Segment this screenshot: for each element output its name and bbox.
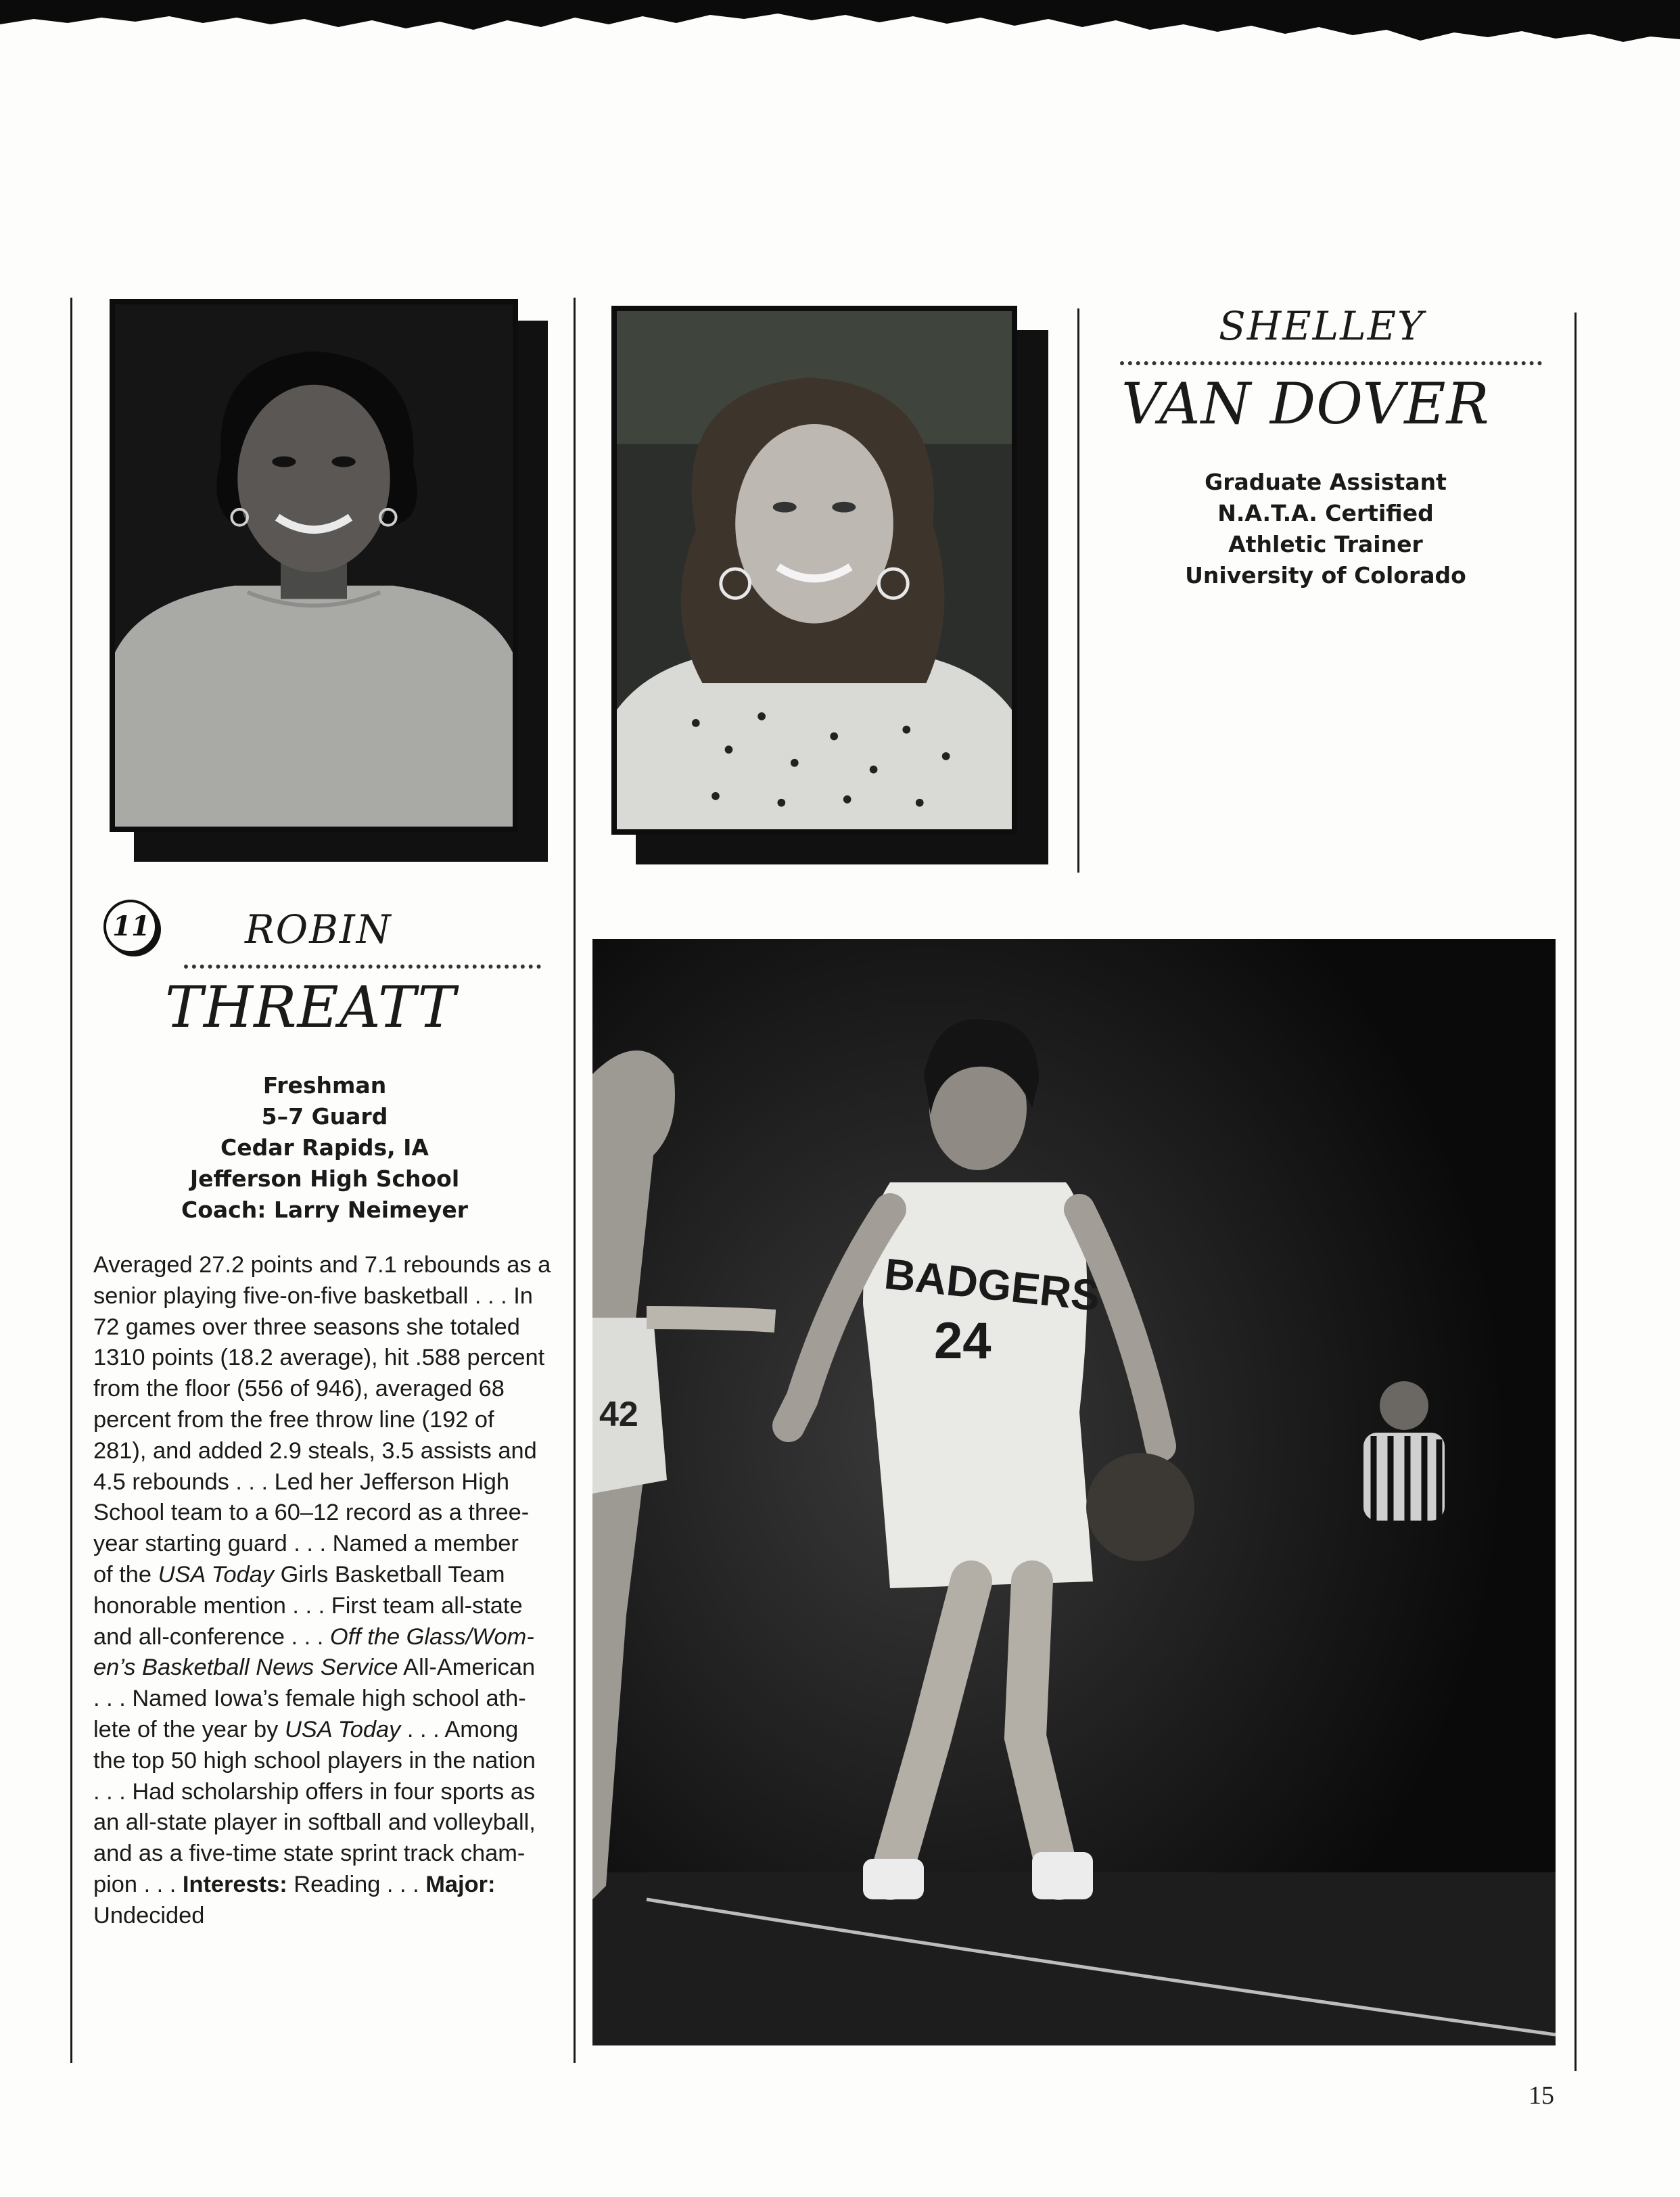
bio-line: Undecided xyxy=(93,1902,205,1928)
bio-line: . . . Named Iowa’s female high school ath- xyxy=(93,1686,526,1712)
threatt-portrait-photo xyxy=(110,299,518,832)
page-number: 15 xyxy=(1529,2081,1554,2110)
credential-line: Athletic Trainer xyxy=(1228,531,1423,557)
torn-paper-edge xyxy=(0,0,1680,47)
bio-text: of the xyxy=(93,1561,158,1588)
credential-line: Graduate Assistant xyxy=(1205,469,1447,495)
player-jersey-number: 24 xyxy=(934,1312,991,1370)
bio-text: All-American xyxy=(398,1655,536,1681)
opponent-jersey-number: 42 xyxy=(599,1395,638,1434)
bio-line: 72 games over three seasons she totaled xyxy=(93,1314,520,1340)
bio-text: pion . . . xyxy=(93,1871,183,1897)
van-dover-credentials xyxy=(1150,467,1501,591)
bio-line: percent from the free throw line (192 of xyxy=(93,1406,494,1433)
jersey-number-badge xyxy=(103,898,165,961)
bio-text: . . . Among xyxy=(400,1716,519,1742)
bio-line: School team to a 60–12 record as a three- xyxy=(93,1500,530,1526)
credential-line: University of Colorado xyxy=(1185,562,1466,588)
credential-line: Cedar Rapids, IA xyxy=(220,1134,429,1161)
threatt-last-name: THREATT xyxy=(165,974,457,1040)
bio-line: 1310 points (18.2 average), hit .588 percent xyxy=(93,1345,545,1371)
bio-line xyxy=(93,1652,553,1684)
bio-label: Interests: xyxy=(182,1871,287,1897)
bio-text: and all-conference . . . xyxy=(93,1623,330,1650)
credential-line: Coach: Larry Neimeyer xyxy=(181,1197,468,1223)
credential-line: Jefferson High School xyxy=(189,1165,460,1192)
van-dover-first-name: SHELLEY xyxy=(1219,303,1425,349)
credential-line: 5–7 Guard xyxy=(261,1103,388,1130)
bio-text: lete of the year by xyxy=(93,1716,285,1742)
bio-line xyxy=(93,1870,553,1901)
bio-label: Major: xyxy=(425,1871,496,1897)
bio-text: Reading . . . xyxy=(287,1871,426,1897)
bio-line: Averaged 27.2 points and 7.1 rebounds as a xyxy=(93,1252,551,1278)
bio-text: Girls Basketball Team xyxy=(274,1561,505,1588)
bio-line: honorable mention . . . First team all-state xyxy=(93,1592,523,1619)
threatt-biography xyxy=(93,1250,553,1932)
van-dover-last-name: VAN DOVER xyxy=(1121,371,1490,437)
bio-line xyxy=(93,1715,553,1746)
bio-line: 281), and added 2.9 steals, 3.5 assists and xyxy=(93,1437,537,1464)
bio-publication-title: USA Today xyxy=(158,1561,275,1588)
bio-line xyxy=(93,1560,553,1591)
column-rule-top-right xyxy=(1077,308,1079,873)
credential-line: N.A.T.A. Certified xyxy=(1217,500,1434,526)
bio-line: year starting guard . . . Named a member xyxy=(93,1531,519,1557)
bio-line: the top 50 high school players in the nation xyxy=(93,1747,536,1774)
bio-line: . . . Had scholarship offers in four sports as xyxy=(93,1778,536,1805)
game-action-photo xyxy=(592,939,1556,2045)
van-dover-dotted-rule xyxy=(1120,361,1542,365)
credential-line: Freshman xyxy=(262,1072,387,1098)
bio-line: from the floor (556 of 946), averaged 68 xyxy=(93,1376,505,1402)
player-jersey-lettering: BADGERS xyxy=(882,1249,1103,1320)
column-rule-middle xyxy=(574,298,576,2063)
bio-line xyxy=(93,1622,553,1653)
bio-line: senior playing five-on-five basketball . . . In xyxy=(93,1282,533,1309)
bio-publication-title: USA Today xyxy=(284,1716,401,1742)
column-rule-right xyxy=(1574,313,1577,2071)
bio-line: an all-state player in softball and volleyball, xyxy=(93,1809,536,1836)
threatt-credentials xyxy=(135,1070,514,1226)
bio-line: 4.5 rebounds . . . Led her Jefferson High xyxy=(93,1468,509,1495)
van-dover-portrait-photo xyxy=(611,306,1017,835)
column-rule-left xyxy=(70,298,72,2063)
threatt-dotted-rule xyxy=(184,965,541,969)
bio-publication-title: Off the Glass/Wom- xyxy=(329,1623,534,1650)
jersey-number: 11 xyxy=(112,910,150,942)
bio-line: and as a five-time state sprint track cham- xyxy=(93,1841,526,1867)
threatt-first-name: ROBIN xyxy=(245,906,392,952)
bio-publication-title: en’s Basketball News Service xyxy=(93,1655,398,1681)
